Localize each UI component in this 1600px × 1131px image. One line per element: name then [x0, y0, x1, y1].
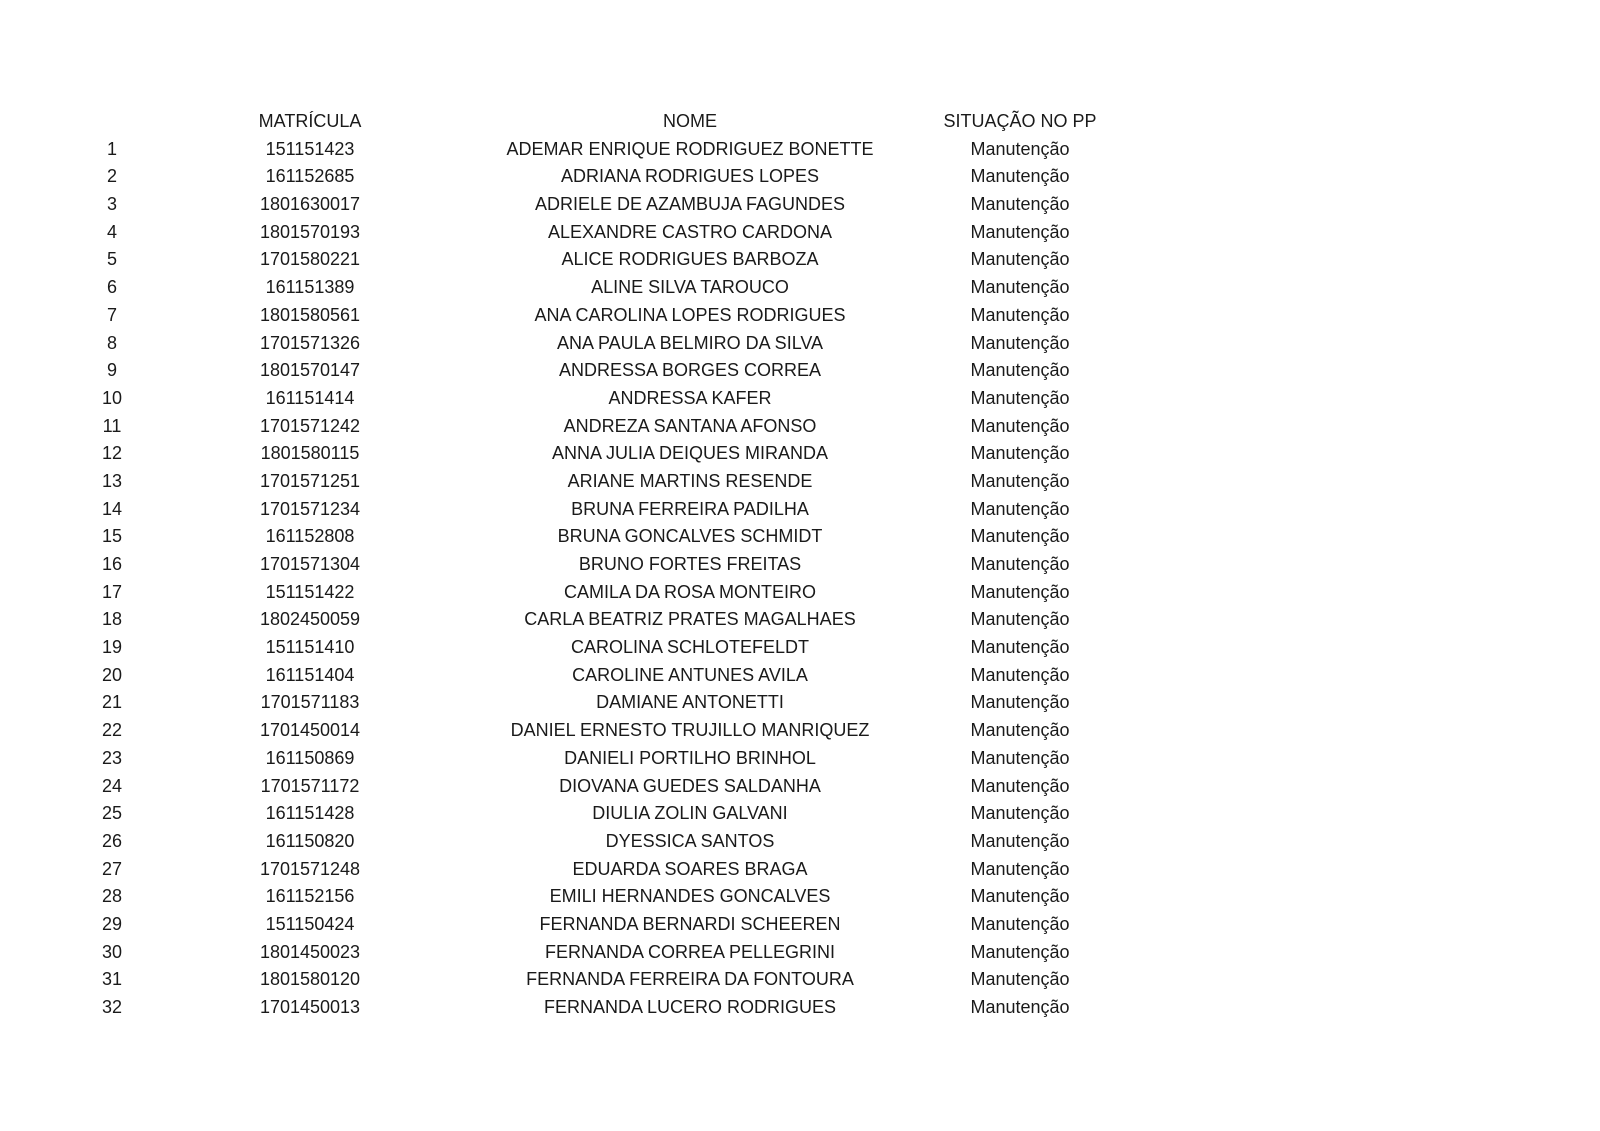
row-nome: ADRIELE DE AZAMBUJA FAGUNDES	[534, 194, 846, 215]
row-nome: ARIANE MARTINS RESENDE	[567, 470, 813, 491]
table-row	[0, 191, 1600, 219]
table-row	[0, 579, 1600, 607]
row-number: 19	[101, 637, 123, 658]
row-matricula: 1701571304	[259, 554, 361, 574]
row-matricula: 161151428	[265, 803, 355, 824]
row-situacao: Manutenção	[970, 166, 1070, 187]
row-matricula: 161150869	[265, 747, 355, 768]
table-row	[0, 468, 1600, 496]
row-situacao: Manutenção	[970, 498, 1070, 519]
table-row	[0, 440, 1600, 468]
row-number: 8	[106, 332, 117, 353]
row-number: 9	[106, 360, 117, 381]
row-number: 26	[101, 830, 123, 851]
table-row	[0, 302, 1600, 330]
row-nome: FERNANDA BERNARDI SCHEEREN	[539, 913, 841, 934]
row-situacao: Manutenção	[970, 803, 1070, 824]
table-row	[0, 911, 1600, 939]
row-number: 11	[102, 415, 122, 436]
row-nome: ALICE RODRIGUES BARBOZA	[561, 249, 819, 270]
student-list-table	[0, 108, 1600, 1022]
row-number: 24	[101, 775, 123, 796]
row-number: 22	[101, 720, 123, 741]
table-row	[0, 662, 1600, 690]
table-row	[0, 883, 1600, 911]
header-situacao: SITUAÇÃO NO PP	[943, 111, 1097, 131]
row-number: 29	[101, 913, 123, 934]
row-number: 12	[101, 443, 123, 464]
row-matricula: 161151404	[265, 664, 355, 685]
row-matricula: 1801580115	[260, 443, 360, 464]
row-matricula: 161152156	[265, 886, 355, 907]
row-number: 30	[101, 941, 123, 962]
row-nome: DAMIANE ANTONETTI	[596, 692, 784, 713]
table-row	[0, 246, 1600, 274]
row-number: 14	[101, 498, 123, 519]
row-situacao: Manutenção	[970, 913, 1070, 934]
row-nome: ALINE SILVA TAROUCO	[591, 277, 789, 298]
row-number: 23	[101, 747, 123, 768]
table-row	[0, 136, 1600, 164]
row-number: 28	[101, 886, 123, 907]
row-situacao: Manutenção	[970, 470, 1070, 491]
table-row	[0, 523, 1600, 551]
row-matricula: 1701571242	[259, 415, 361, 436]
row-situacao: Manutenção	[970, 554, 1070, 574]
row-situacao: Manutenção	[970, 858, 1070, 879]
row-matricula: 1801570193	[259, 221, 361, 242]
row-nome: ANDRESSA KAFER	[608, 387, 772, 408]
row-number: 2	[106, 166, 117, 187]
row-situacao: Manutenção	[970, 747, 1070, 768]
row-nome: ANDRESSA BORGES CORREA	[558, 360, 822, 381]
row-number: 25	[101, 803, 123, 824]
table-row	[0, 385, 1600, 413]
table-row	[0, 939, 1600, 967]
row-matricula: 1801630017	[259, 194, 361, 215]
row-matricula: 1801580561	[259, 304, 361, 325]
row-nome: ADRIANA RODRIGUES LOPES	[560, 166, 820, 187]
table-row	[0, 357, 1600, 385]
table-row	[0, 634, 1600, 662]
table-row	[0, 163, 1600, 191]
row-situacao: Manutenção	[970, 941, 1070, 962]
row-situacao: Manutenção	[970, 415, 1070, 436]
row-situacao: Manutenção	[970, 997, 1070, 1017]
table-row	[0, 606, 1600, 634]
row-matricula: 151151410	[265, 637, 355, 658]
row-matricula: 1701571326	[259, 332, 361, 353]
row-situacao: Manutenção	[970, 886, 1070, 907]
row-matricula: 1701571251	[259, 470, 361, 491]
row-nome: EMILI HERNANDES GONCALVES	[549, 886, 831, 907]
row-situacao: Manutenção	[970, 775, 1070, 796]
row-nome: DANIELI PORTILHO BRINHOL	[564, 747, 816, 768]
row-number: 3	[106, 194, 117, 215]
row-nome: CARLA BEATRIZ PRATES MAGALHAES	[524, 609, 856, 630]
row-nome: DYESSICA SANTOS	[605, 830, 775, 851]
row-nome: ANA PAULA BELMIRO DA SILVA	[556, 332, 824, 353]
row-matricula: 1801580120	[259, 969, 361, 990]
row-matricula: 1701571234	[259, 498, 361, 519]
row-matricula: 1701450013	[259, 997, 361, 1017]
row-situacao: Manutenção	[970, 526, 1070, 547]
row-matricula: 1701580221	[259, 249, 361, 270]
row-number: 15	[101, 526, 123, 547]
row-matricula: 151151423	[265, 138, 355, 159]
row-nome: DIULIA ZOLIN GALVANI	[592, 803, 788, 824]
table-row	[0, 496, 1600, 524]
table-row	[0, 800, 1600, 828]
table-row	[0, 219, 1600, 247]
row-situacao: Manutenção	[970, 221, 1070, 242]
row-situacao: Manutenção	[970, 304, 1070, 325]
row-nome: BRUNA GONCALVES SCHMIDT	[557, 526, 823, 547]
row-matricula: 161150820	[265, 830, 355, 851]
row-nome: ALEXANDRE CASTRO CARDONA	[547, 221, 833, 242]
row-situacao: Manutenção	[970, 360, 1070, 381]
table-row	[0, 828, 1600, 856]
table-row	[0, 330, 1600, 358]
table-row	[0, 773, 1600, 801]
row-nome: ANA CAROLINA LOPES RODRIGUES	[534, 304, 846, 325]
row-nome: ADEMAR ENRIQUE RODRIGUEZ BONETTE	[506, 138, 874, 159]
row-nome: EDUARDA SOARES BRAGA	[572, 858, 808, 879]
row-situacao: Manutenção	[970, 387, 1070, 408]
table-row	[0, 745, 1600, 773]
row-nome: CAROLINA SCHLOTEFELDT	[570, 637, 810, 658]
row-number: 10	[101, 387, 123, 408]
row-situacao: Manutenção	[970, 194, 1070, 215]
row-situacao: Manutenção	[970, 277, 1070, 298]
row-matricula: 161152685	[265, 166, 355, 187]
row-nome: CAROLINE ANTUNES AVILA	[572, 664, 808, 685]
row-number: 32	[101, 997, 123, 1017]
row-nome: FERNANDA LUCERO RODRIGUES	[543, 997, 837, 1017]
table-row	[0, 551, 1600, 579]
row-situacao: Manutenção	[970, 138, 1070, 159]
row-situacao: Manutenção	[970, 692, 1070, 713]
row-matricula: 1801570147	[259, 360, 361, 381]
header-matricula: MATRÍCULA	[258, 111, 362, 131]
row-matricula: 1701571183	[260, 692, 360, 713]
row-number: 5	[106, 249, 117, 270]
table-row	[0, 413, 1600, 441]
row-situacao: Manutenção	[970, 969, 1070, 990]
row-number: 17	[101, 581, 123, 602]
row-nome: FERNANDA CORREA PELLEGRINI	[544, 941, 836, 962]
row-nome: CAMILA DA ROSA MONTEIRO	[563, 581, 817, 602]
table-row	[0, 274, 1600, 302]
row-number: 21	[101, 692, 123, 713]
table-row	[0, 689, 1600, 717]
row-matricula: 161152808	[265, 526, 355, 547]
table-row	[0, 966, 1600, 994]
table-row	[0, 856, 1600, 884]
row-number: 18	[101, 609, 123, 630]
header-nome: NOME	[663, 111, 717, 131]
row-situacao: Manutenção	[970, 637, 1070, 658]
row-situacao: Manutenção	[970, 720, 1070, 741]
row-number: 7	[106, 304, 117, 325]
row-number: 1	[106, 138, 117, 159]
row-nome: DIOVANA GUEDES SALDANHA	[559, 775, 821, 796]
row-matricula: 1701571172	[260, 775, 360, 796]
row-number: 16	[101, 554, 123, 574]
row-nome: DANIEL ERNESTO TRUJILLO MANRIQUEZ	[510, 720, 870, 741]
row-nome: BRUNA FERREIRA PADILHA	[571, 498, 809, 519]
row-matricula: 161151414	[265, 387, 355, 408]
row-situacao: Manutenção	[970, 249, 1070, 270]
row-matricula: 1701571248	[259, 858, 361, 879]
row-number: 31	[101, 969, 123, 990]
row-matricula: 1701450014	[259, 720, 361, 741]
row-nome: ANDREZA SANTANA AFONSO	[563, 415, 817, 436]
row-matricula: 1801450023	[259, 941, 361, 962]
row-number: 6	[106, 277, 117, 298]
row-situacao: Manutenção	[970, 609, 1070, 630]
row-number: 20	[101, 664, 123, 685]
row-situacao: Manutenção	[970, 443, 1070, 464]
row-situacao: Manutenção	[970, 664, 1070, 685]
row-number: 4	[106, 221, 117, 242]
table-row	[0, 717, 1600, 745]
row-matricula: 151151422	[265, 581, 355, 602]
row-situacao: Manutenção	[970, 332, 1070, 353]
row-situacao: Manutenção	[970, 830, 1070, 851]
row-situacao: Manutenção	[970, 581, 1070, 602]
row-nome: ANNA JULIA DEIQUES MIRANDA	[551, 443, 829, 464]
row-number: 27	[101, 858, 123, 879]
row-number: 13	[101, 470, 123, 491]
row-nome: BRUNO FORTES FREITAS	[578, 554, 802, 574]
row-matricula: 1802450059	[259, 609, 361, 630]
table-header-row	[0, 108, 1600, 136]
row-matricula: 151150424	[265, 913, 355, 934]
row-nome: FERNANDA FERREIRA DA FONTOURA	[526, 969, 854, 990]
table-body	[0, 136, 1600, 1022]
table-row	[0, 994, 1600, 1022]
row-matricula: 161151389	[265, 277, 355, 298]
